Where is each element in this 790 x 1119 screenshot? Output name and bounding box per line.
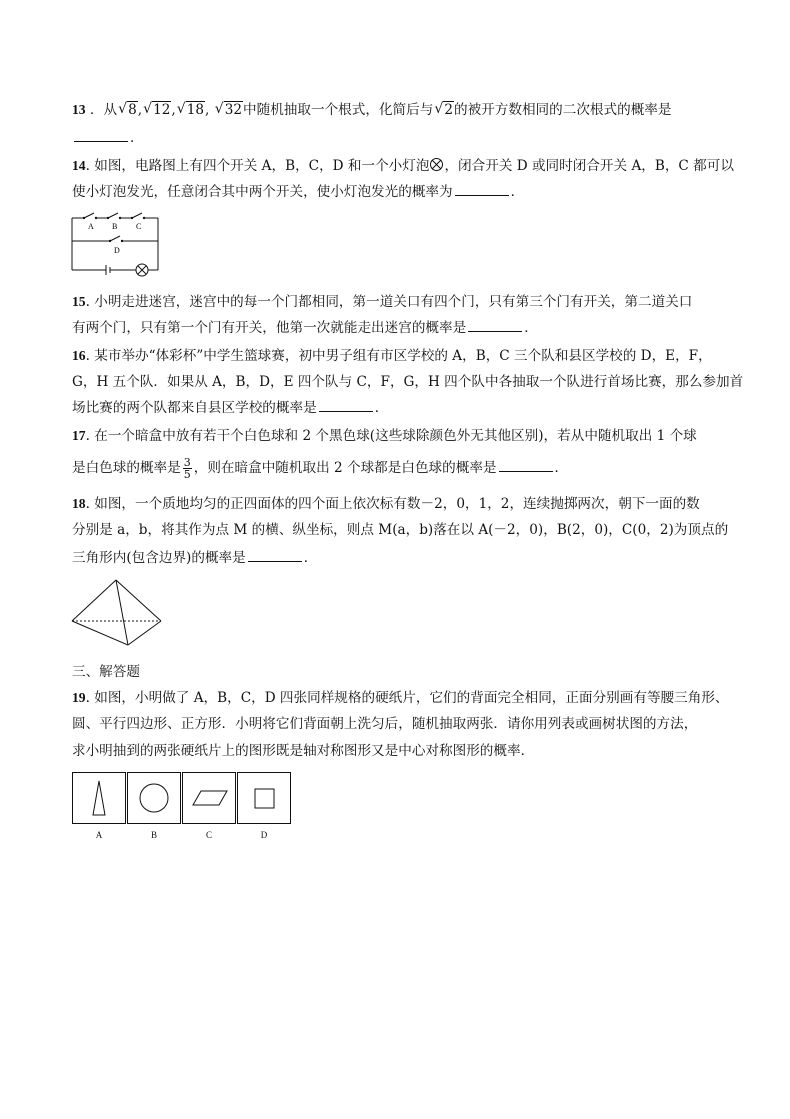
switch-label-d: D <box>114 246 120 255</box>
card-label-d: D <box>260 830 268 840</box>
q13-number: 13 <box>72 102 86 117</box>
card-d <box>237 772 291 824</box>
q16-number: 16 <box>72 348 86 363</box>
q13-line1: 13 ．从√ 8,√ 12,√ 18, √ 32中随机抽取一个根式，化简后与√ 2的被开方数相同的二次根式的概率是 <box>72 100 732 120</box>
card-c <box>182 772 236 824</box>
q13-line2: ． <box>72 128 732 148</box>
q19-line1: 19. 如图，小明做了 A，B，C，D 四张同样规格的硬纸片，它们的背面完全相同，正面分别画有等腰三角形、 <box>72 690 729 706</box>
radical-18: √ 18 <box>177 100 205 120</box>
q18-line1: 18. 如图，一个质地均匀的正四面体的四个面上依次标有数－2，0，1，2，连续抛掷两次，朝下一面的数 <box>72 496 700 512</box>
card-label-b: B <box>150 830 157 840</box>
q15-line1: 15. 小明走进迷宫，迷宫中的每一个门都相同，第一道关口有四个门，只有第三个门有开关，第二道关口 <box>72 294 693 310</box>
q13-text1: ．从 <box>85 102 118 118</box>
switch-label-c: C <box>136 222 142 231</box>
q16-line1: 16. 某市举办“体彩杯”中学生篮球赛，初中男子组有市区学校的 A，B，C 三个队和县区学校的 D，E，F， <box>72 348 712 364</box>
q17-line1: 17. 在一个暗盒中放有若干个白色球和 2 个黑色球(这些球除颜色外无其他区别)，若从中随机取出 1 个球 <box>72 428 697 444</box>
bulb-icon <box>430 158 443 171</box>
q15-number: 15 <box>72 294 86 309</box>
isosceles-triangle-icon <box>73 773 125 823</box>
q19-line2: 圆、平行四边形、正方形．小明将它们背面朝上洗匀后，随机抽取两张．请你用列表或画树状图的方法， <box>72 716 698 732</box>
radical-2: √ 2 <box>434 100 454 120</box>
q19-line3: 求小明抽到的两张硬纸片上的图形既是轴对称图形又是中心对称图形的概率． <box>72 743 535 759</box>
radical-12: √ 12 <box>143 100 171 120</box>
q15-line2: 有两个门，只有第一个门有开关，他第一次就能走出迷宫的概率是 ． <box>72 320 538 336</box>
q18-answer-blank[interactable] <box>248 549 302 562</box>
q18-line2: 分别是 a，b，将其作为点 M 的横、纵坐标，则点 M(a，b)落在以 A(－2，0)，B(2，0)，C(0，2)为顶点的 <box>72 522 729 538</box>
q13-text3: 的被开方数相同的二次根式的概率是 <box>453 102 672 118</box>
q16-line2: G，H 五个队．如果从 A，B，D，E 四个队与 C，F，G，H 四个队中各抽取一个队进行首场比赛，那么参加首 <box>72 374 744 390</box>
card-label-a: A <box>95 830 103 840</box>
square-icon <box>238 773 290 823</box>
q19-number: 19 <box>72 690 86 705</box>
q13-text2: 中随机抽取一个根式，化简后与 <box>243 102 434 118</box>
q17-answer-blank[interactable] <box>499 459 553 472</box>
q14-line2: 使小灯泡发光，任意闭合其中两个开关，使小灯泡发光的概率为 ． <box>72 184 525 200</box>
fraction-three-fifths: $\frac{3}{5}$ <box>183 456 191 481</box>
q14-line1: 14. 如图，电路图上有四个开关 A，B，C，D 和一个小灯泡 ，闭合开关 D 或同时闭合开关 A，B，C 都可以 <box>72 158 734 174</box>
card-label-c: C <box>205 830 212 840</box>
circuit-diagram <box>70 208 170 278</box>
q17-number: 17 <box>72 428 86 443</box>
section-heading: 三、解答题 <box>72 664 140 680</box>
radical-32: √ 32 <box>215 100 243 120</box>
q17-line2: 是白色球的概率是 $\frac{3}{5}$ ，则在暗盒中随机取出 2 个球都是白色球的概率是 ． <box>72 456 569 481</box>
q18-line3: 三角形内(包含边界)的概率是 ． <box>72 550 318 566</box>
radical-8: √ 8 <box>118 100 138 120</box>
q16-line3: 场比赛的两个队都来自县区学校的概率是 ． <box>72 400 389 416</box>
tetrahedron-diagram <box>70 578 166 650</box>
q15-answer-blank[interactable] <box>468 319 522 332</box>
card-b <box>127 772 181 824</box>
switch-label-a: A <box>88 222 94 231</box>
q13-answer-blank[interactable] <box>74 129 128 142</box>
circle-icon <box>128 773 180 823</box>
q14-number: 14 <box>72 158 86 173</box>
card-a <box>72 772 126 824</box>
q16-answer-blank[interactable] <box>319 399 373 412</box>
parallelogram-icon <box>183 773 235 823</box>
q14-answer-blank[interactable] <box>455 183 509 196</box>
q18-number: 18 <box>72 496 86 511</box>
switch-label-b: B <box>112 222 118 231</box>
